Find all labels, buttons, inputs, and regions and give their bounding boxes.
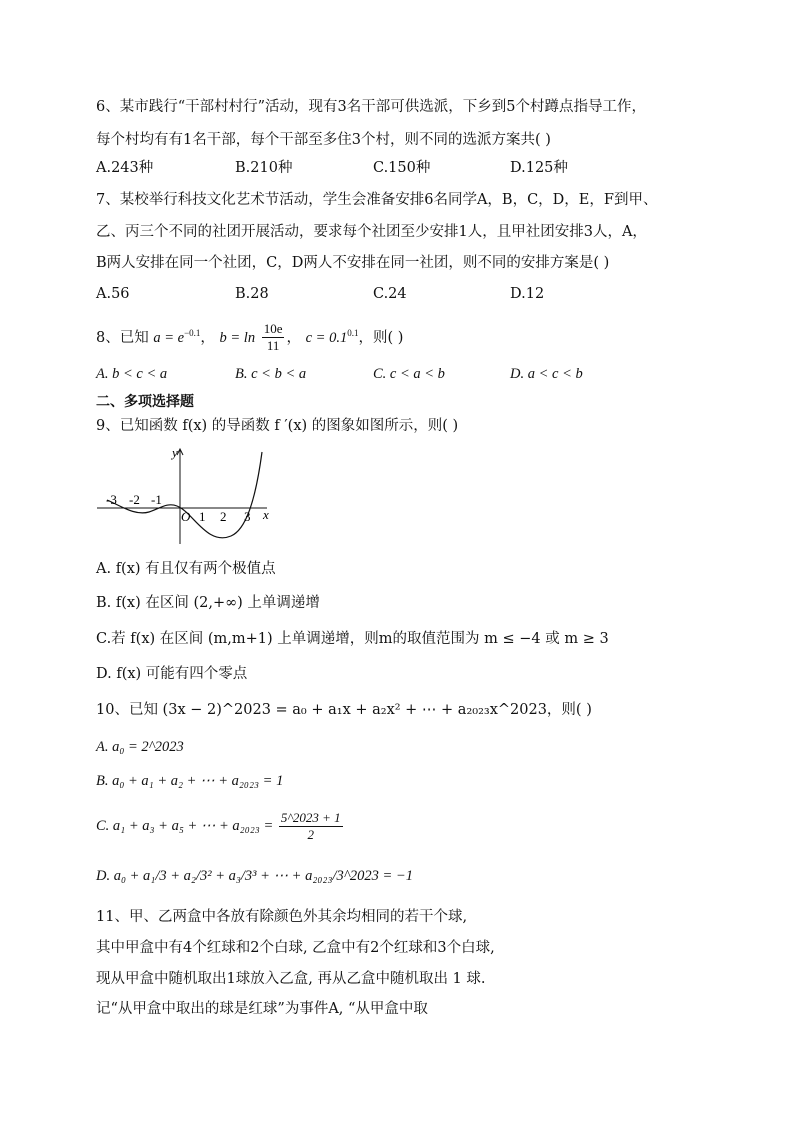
q7-option-a: A.56 bbox=[96, 286, 130, 302]
q6-line2: 每个村均有有1名干部，每个干部至多住3个村，则不同的选派方案共( ) bbox=[96, 132, 551, 148]
q8-option-b: B. c < b < a bbox=[235, 366, 307, 382]
q11-line4: 记“从甲盒中取出的球是红球”为事件A, “从甲盒中取 bbox=[96, 1001, 428, 1017]
q10-stem: 10、已知 (3x − 2)^2023 = a₀ + a₁x + a₂x² + ⋯ + a₂₀₂₃x^2023，则( ) bbox=[96, 702, 592, 718]
tick-label-1: 1 bbox=[199, 509, 206, 524]
section-title: 二、多项选择题 bbox=[96, 394, 194, 410]
y-axis-label: y bbox=[172, 445, 178, 460]
q10-option-a: A. a₀ = 2^2023 bbox=[96, 739, 184, 755]
q8-prefix: 8、已知 bbox=[96, 329, 149, 346]
q9-option-a: A. f(x) 有且仅有两个极值点 bbox=[96, 561, 276, 577]
q8-a-def: a = e bbox=[153, 329, 185, 346]
q6-option-a: A.243种 bbox=[96, 160, 154, 176]
q10-option-c-fraction bbox=[279, 810, 343, 843]
q8-b-def: b = ln bbox=[219, 329, 256, 346]
x-axis-label: x bbox=[263, 507, 269, 522]
tick-label-neg2: -2 bbox=[129, 492, 140, 507]
q8-b-numerator: 10e bbox=[263, 321, 283, 337]
tick-label-neg3: -3 bbox=[106, 492, 117, 507]
q10-option-c bbox=[96, 806, 345, 846]
q7-line2: 乙、丙三个不同的社团开展活动，要求每个社团至少安排1人，且甲社团安排3人，A， bbox=[96, 224, 647, 240]
q7-line3: B两人安排在同一个社团，C，D两人不安排在同一社团，则不同的安排方案是( ) bbox=[96, 255, 610, 271]
q6-option-d: D.125种 bbox=[510, 160, 568, 176]
tick-label-3: 3 bbox=[244, 509, 251, 524]
q10-option-b: B. a₀ + a₁ + a₂ + ⋯ + a₂₀₂₃ = 1 bbox=[96, 773, 284, 789]
q8-c-def: c = 0.1 bbox=[305, 329, 348, 346]
tick-label-2: 2 bbox=[220, 509, 227, 524]
q8-b-fraction bbox=[262, 321, 285, 354]
q8-option-d: D. a < c < b bbox=[510, 366, 583, 382]
q6-line1: 6、某市践行“干部村村行”活动，现有3名干部可供选派，下乡到5个村蹲点指导工作， bbox=[96, 99, 646, 115]
q9-option-d: D. f(x) 可能有四个零点 bbox=[96, 666, 248, 682]
origin-label: O bbox=[181, 509, 191, 524]
q8-a-exp: −0.1 bbox=[184, 328, 201, 338]
q6-option-b: B.210种 bbox=[235, 160, 293, 176]
q8-stem: 8、已知 $a = e^{-0.1}$， b = ln $\frac{10e}{11}$ ， $c = 0.1^{0.1}$，则( ) bbox=[96, 321, 404, 354]
q9-option-b: B. f(x) 在区间 (2,+∞) 上单调递增 bbox=[96, 595, 320, 611]
q9-option-c: C.若 f(x) 在区间 (m,m+1) 上单调递增，则m的取值范围为 m ≤ −4 或 m ≥ 3 bbox=[96, 631, 609, 647]
derivative-graph bbox=[95, 444, 280, 549]
q9-stem: 9、已知函数 f(x) 的导函数 f ′(x) 的图象如图所示，则( ) bbox=[96, 418, 459, 434]
q6-option-c: C.150种 bbox=[373, 160, 431, 176]
q11-line3: 现从甲盒中随机取出1球放入乙盒, 再从乙盒中随机取出 1 球. bbox=[96, 971, 486, 987]
q7-line1: 7、某校举行科技文化艺术节活动，学生会准备安排6名同学A，B，C，D，E，F到甲、 bbox=[96, 192, 658, 208]
q8-option-a: A. b < c < a bbox=[96, 366, 168, 382]
q10-option-d: D. a₀ + a₁/3 + a₂/3² + a₃/3³ + ⋯ + a₂₀₂₃/3^2023 = −1 bbox=[96, 868, 413, 884]
q10-option-c-numerator: 5^2023 + 1 bbox=[280, 810, 341, 826]
q11-line1: 11、甲、乙两盒中各放有除颜色外其余均相同的若干个球, bbox=[96, 909, 468, 925]
q8-option-c: C. c < a < b bbox=[373, 366, 445, 382]
q7-option-d: D.12 bbox=[510, 286, 545, 302]
tick-label-neg1: -1 bbox=[151, 492, 162, 507]
q10-option-c-denominator: 2 bbox=[307, 827, 315, 843]
q8-suffix: ，则( ) bbox=[358, 329, 404, 346]
q7-option-b: B.28 bbox=[235, 286, 269, 302]
q8-b-denominator: 11 bbox=[266, 338, 280, 354]
q11-line2: 其中甲盒中有4个红球和2个白球, 乙盒中有2个红球和3个白球, bbox=[96, 940, 495, 956]
q7-option-c: C.24 bbox=[373, 286, 407, 302]
q10-option-c-lhs: C. a₁ + a₃ + a₅ + ⋯ + a₂₀₂₃ = bbox=[96, 818, 274, 834]
q8-c-exp: 0.1 bbox=[347, 328, 359, 338]
